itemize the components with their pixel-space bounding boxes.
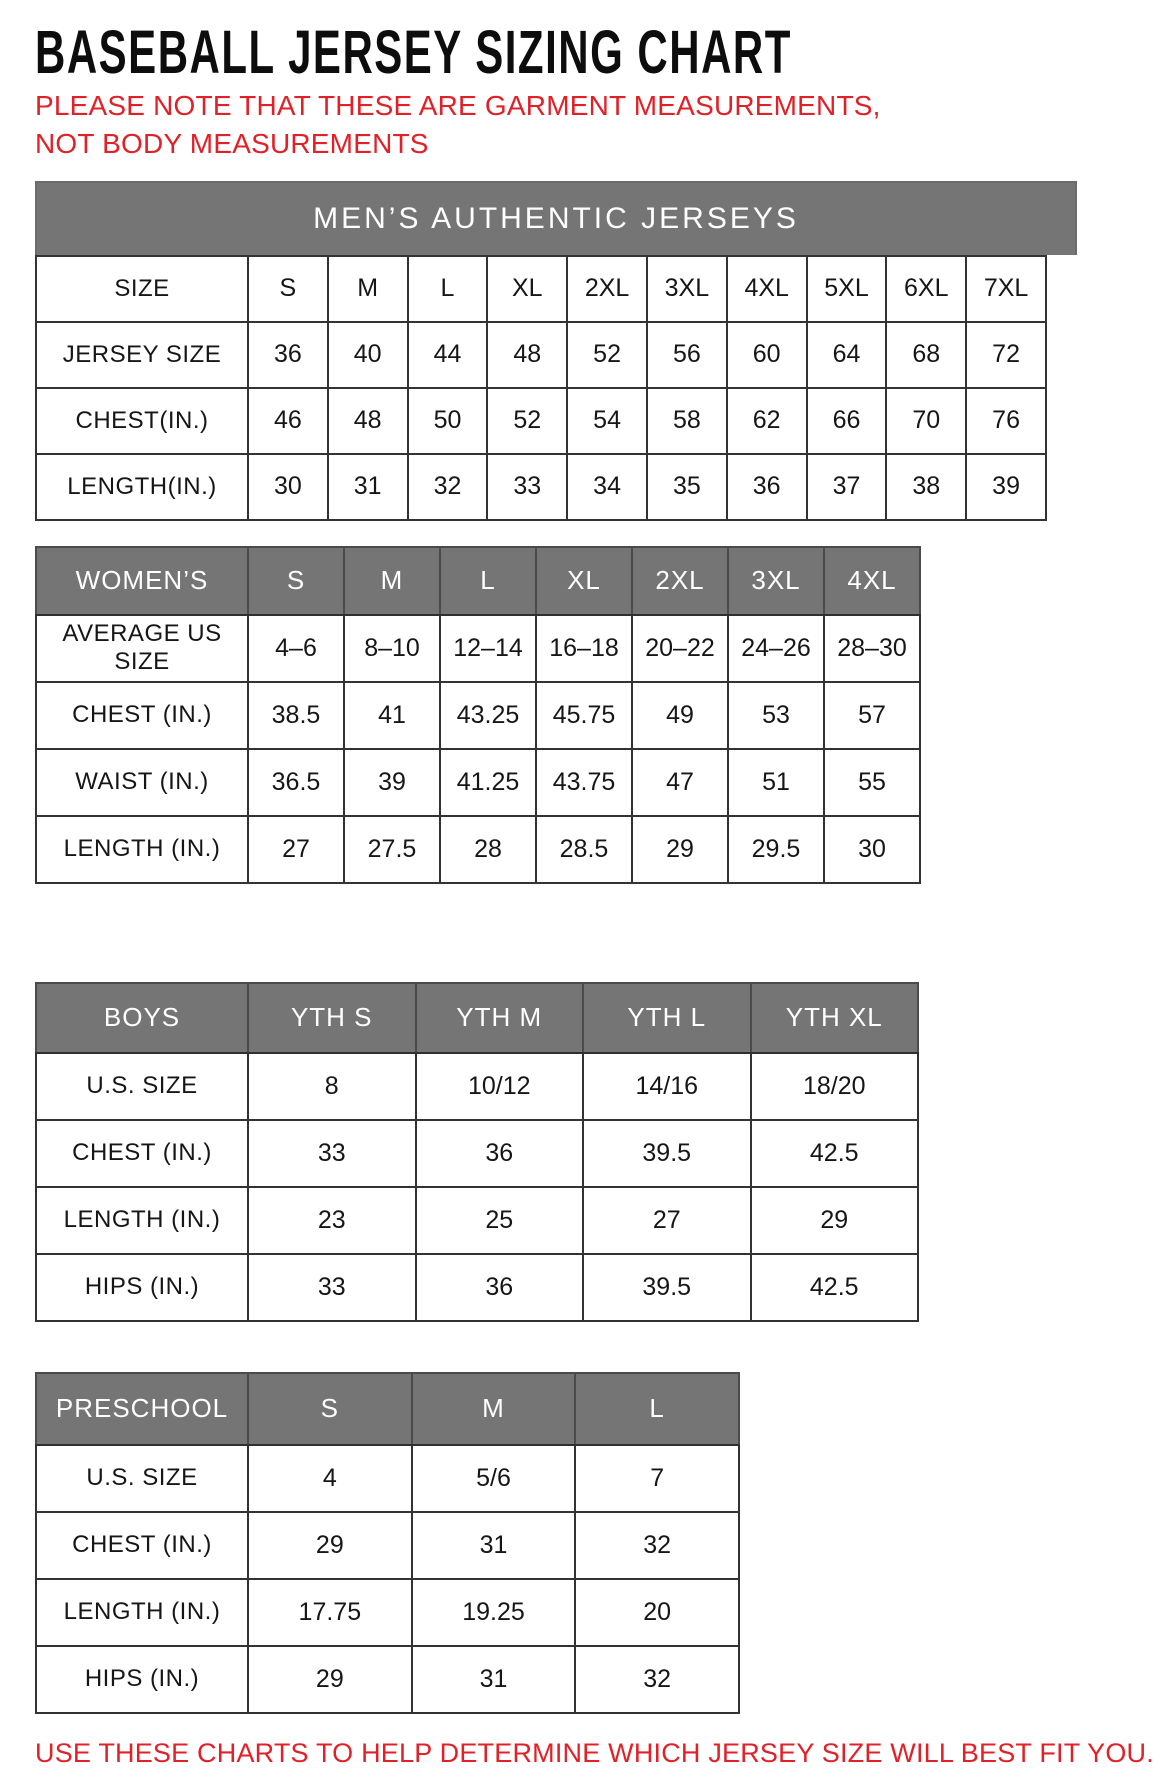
- womens-section: [35, 546, 1077, 884]
- value-cell: 41: [344, 682, 440, 749]
- value-cell: 2XL: [567, 256, 647, 322]
- value-cell: 33: [248, 1254, 416, 1321]
- value-cell: 8: [248, 1053, 416, 1120]
- value-cell: 27.5: [344, 816, 440, 883]
- value-cell: 16–18: [536, 615, 632, 682]
- spacer: [35, 1322, 1077, 1372]
- header-row: [36, 1373, 739, 1445]
- boys-sizing-table: [35, 982, 919, 1322]
- value-cell: 68: [886, 322, 966, 388]
- row-label-cell: LENGTH (IN.): [36, 1187, 248, 1254]
- value-cell: 51: [728, 749, 824, 816]
- value-cell: 7: [575, 1445, 739, 1512]
- fit-advice-footer: USE THESE CHARTS TO HELP DETERMINE WHICH JERSEY SIZE WILL BEST FIT YOU.: [35, 1737, 1154, 1768]
- table-row: [36, 682, 920, 749]
- value-cell: 53: [728, 682, 824, 749]
- value-cell: 39.5: [583, 1120, 751, 1187]
- value-cell: 29.5: [728, 816, 824, 883]
- value-cell: 24–26: [728, 615, 824, 682]
- value-cell: 7XL: [966, 256, 1046, 322]
- value-cell: 17.75: [248, 1579, 412, 1646]
- value-cell: 29: [751, 1187, 919, 1254]
- value-cell: 38.5: [248, 682, 344, 749]
- column-header-cell: L: [440, 547, 536, 615]
- column-header-cell: L: [575, 1373, 739, 1445]
- table-row: [36, 1053, 918, 1120]
- row-label-cell: CHEST (IN.): [36, 682, 248, 749]
- boys-section: [35, 982, 1077, 1322]
- value-cell: 31: [328, 454, 408, 520]
- header-row: [36, 547, 920, 615]
- value-cell: 33: [487, 454, 567, 520]
- value-cell: 62: [727, 388, 807, 454]
- value-cell: 54: [567, 388, 647, 454]
- value-cell: 23: [248, 1187, 416, 1254]
- row-label-cell: CHEST(IN.): [36, 388, 248, 454]
- value-cell: 20: [575, 1579, 739, 1646]
- row-label-cell: U.S. SIZE: [36, 1053, 248, 1120]
- row-label-cell: LENGTH(IN.): [36, 454, 248, 520]
- value-cell: 31: [412, 1646, 576, 1713]
- column-header-cell: YTH XL: [751, 983, 919, 1053]
- column-header-cell: M: [344, 547, 440, 615]
- value-cell: 19.25: [412, 1579, 576, 1646]
- value-cell: 18/20: [751, 1053, 919, 1120]
- value-cell: 36: [416, 1120, 584, 1187]
- value-cell: 60: [727, 322, 807, 388]
- value-cell: 5/6: [412, 1445, 576, 1512]
- spacer: [35, 884, 1077, 982]
- value-cell: 10/12: [416, 1053, 584, 1120]
- value-cell: 32: [575, 1512, 739, 1579]
- value-cell: 28–30: [824, 615, 920, 682]
- value-cell: 40: [328, 322, 408, 388]
- garment-measurements-note: PLEASE NOTE THAT THESE ARE GARMENT MEASUREMENTS, NOT BODY MEASUREMENTS: [35, 90, 881, 159]
- value-cell: 34: [567, 454, 647, 520]
- value-cell: 57: [824, 682, 920, 749]
- spacer: [35, 521, 1077, 546]
- value-cell: 4XL: [727, 256, 807, 322]
- value-cell: 72: [966, 322, 1046, 388]
- row-label-cell: HIPS (IN.): [36, 1646, 248, 1713]
- value-cell: 8–10: [344, 615, 440, 682]
- value-cell: 35: [647, 454, 727, 520]
- value-cell: 29: [248, 1512, 412, 1579]
- table-row: [36, 1512, 739, 1579]
- value-cell: 14/16: [583, 1053, 751, 1120]
- value-cell: 28: [440, 816, 536, 883]
- value-cell: L: [408, 256, 488, 322]
- value-cell: 52: [487, 388, 567, 454]
- value-cell: XL: [487, 256, 567, 322]
- table-row: [36, 615, 920, 682]
- value-cell: 27: [248, 816, 344, 883]
- value-cell: 32: [575, 1646, 739, 1713]
- value-cell: 36: [727, 454, 807, 520]
- value-cell: 39: [966, 454, 1046, 520]
- table-row: [36, 1445, 739, 1512]
- value-cell: 45.75: [536, 682, 632, 749]
- value-cell: 3XL: [647, 256, 727, 322]
- header-row: [36, 983, 918, 1053]
- value-cell: 27: [583, 1187, 751, 1254]
- value-cell: 20–22: [632, 615, 728, 682]
- value-cell: 48: [487, 322, 567, 388]
- table-row: [36, 1120, 918, 1187]
- table-row: [36, 749, 920, 816]
- page-title: BASEBALL JERSEY SIZING CHART: [35, 17, 792, 87]
- value-cell: 49: [632, 682, 728, 749]
- value-cell: 52: [567, 322, 647, 388]
- value-cell: 42.5: [751, 1120, 919, 1187]
- row-label-cell: LENGTH (IN.): [36, 816, 248, 883]
- value-cell: 50: [408, 388, 488, 454]
- column-header-cell: 4XL: [824, 547, 920, 615]
- mens-section: [35, 181, 1077, 521]
- value-cell: 64: [807, 322, 887, 388]
- value-cell: 38: [886, 454, 966, 520]
- value-cell: 5XL: [807, 256, 887, 322]
- spacer: [35, 1714, 1077, 1738]
- column-header-cell: S: [248, 1373, 412, 1445]
- value-cell: 36: [416, 1254, 584, 1321]
- mens-banner: MEN’S AUTHENTIC JERSEYS: [35, 181, 1077, 255]
- value-cell: 25: [416, 1187, 584, 1254]
- value-cell: 43.25: [440, 682, 536, 749]
- column-header-cell: XL: [536, 547, 632, 615]
- value-cell: 46: [248, 388, 328, 454]
- value-cell: 43.75: [536, 749, 632, 816]
- value-cell: M: [328, 256, 408, 322]
- value-cell: 33: [248, 1120, 416, 1187]
- row-label-cell: CHEST (IN.): [36, 1512, 248, 1579]
- row-label-cell: U.S. SIZE: [36, 1445, 248, 1512]
- column-header-cell: YTH S: [248, 983, 416, 1053]
- value-cell: 36.5: [248, 749, 344, 816]
- column-header-cell: YTH M: [416, 983, 584, 1053]
- row-label-cell: LENGTH (IN.): [36, 1579, 248, 1646]
- value-cell: 39.5: [583, 1254, 751, 1321]
- table-row: [36, 1646, 739, 1713]
- value-cell: 32: [408, 454, 488, 520]
- table-row: [36, 1579, 739, 1646]
- value-cell: 28.5: [536, 816, 632, 883]
- value-cell: 76: [966, 388, 1046, 454]
- column-header-cell: M: [412, 1373, 576, 1445]
- row-label-cell: SIZE: [36, 256, 248, 322]
- table-title-cell: WOMEN’S: [36, 547, 248, 615]
- table-row: [36, 816, 920, 883]
- value-cell: 58: [647, 388, 727, 454]
- value-cell: 4–6: [248, 615, 344, 682]
- preschool-section: [35, 1372, 1077, 1714]
- table-row: [36, 322, 1046, 388]
- table-title-cell: PRESCHOOL: [36, 1373, 248, 1445]
- column-header-cell: S: [248, 547, 344, 615]
- table-row: [36, 454, 1046, 520]
- row-label-cell: JERSEY SIZE: [36, 322, 248, 388]
- preschool-sizing-table: [35, 1372, 740, 1714]
- value-cell: 6XL: [886, 256, 966, 322]
- column-header-cell: 2XL: [632, 547, 728, 615]
- mens-sizing-table: [35, 255, 1047, 521]
- value-cell: 30: [824, 816, 920, 883]
- value-cell: 56: [647, 322, 727, 388]
- value-cell: 70: [886, 388, 966, 454]
- table-row: [36, 256, 1046, 322]
- value-cell: 41.25: [440, 749, 536, 816]
- value-cell: 29: [248, 1646, 412, 1713]
- column-header-cell: YTH L: [583, 983, 751, 1053]
- row-label-cell: HIPS (IN.): [36, 1254, 248, 1321]
- value-cell: 30: [248, 454, 328, 520]
- value-cell: 42.5: [751, 1254, 919, 1321]
- value-cell: 48: [328, 388, 408, 454]
- value-cell: 12–14: [440, 615, 536, 682]
- row-label-cell: CHEST (IN.): [36, 1120, 248, 1187]
- value-cell: 29: [632, 816, 728, 883]
- row-label-cell: AVERAGE US SIZE: [36, 615, 248, 682]
- womens-sizing-table: [35, 546, 921, 884]
- value-cell: 66: [807, 388, 887, 454]
- value-cell: 39: [344, 749, 440, 816]
- row-label-cell: WAIST (IN.): [36, 749, 248, 816]
- table-title-cell: BOYS: [36, 983, 248, 1053]
- value-cell: 36: [248, 322, 328, 388]
- table-row: [36, 1254, 918, 1321]
- value-cell: S: [248, 256, 328, 322]
- value-cell: 44: [408, 322, 488, 388]
- column-header-cell: 3XL: [728, 547, 824, 615]
- value-cell: 4: [248, 1445, 412, 1512]
- table-row: [36, 1187, 918, 1254]
- table-row: [36, 388, 1046, 454]
- value-cell: 31: [412, 1512, 576, 1579]
- value-cell: 55: [824, 749, 920, 816]
- value-cell: 37: [807, 454, 887, 520]
- value-cell: 47: [632, 749, 728, 816]
